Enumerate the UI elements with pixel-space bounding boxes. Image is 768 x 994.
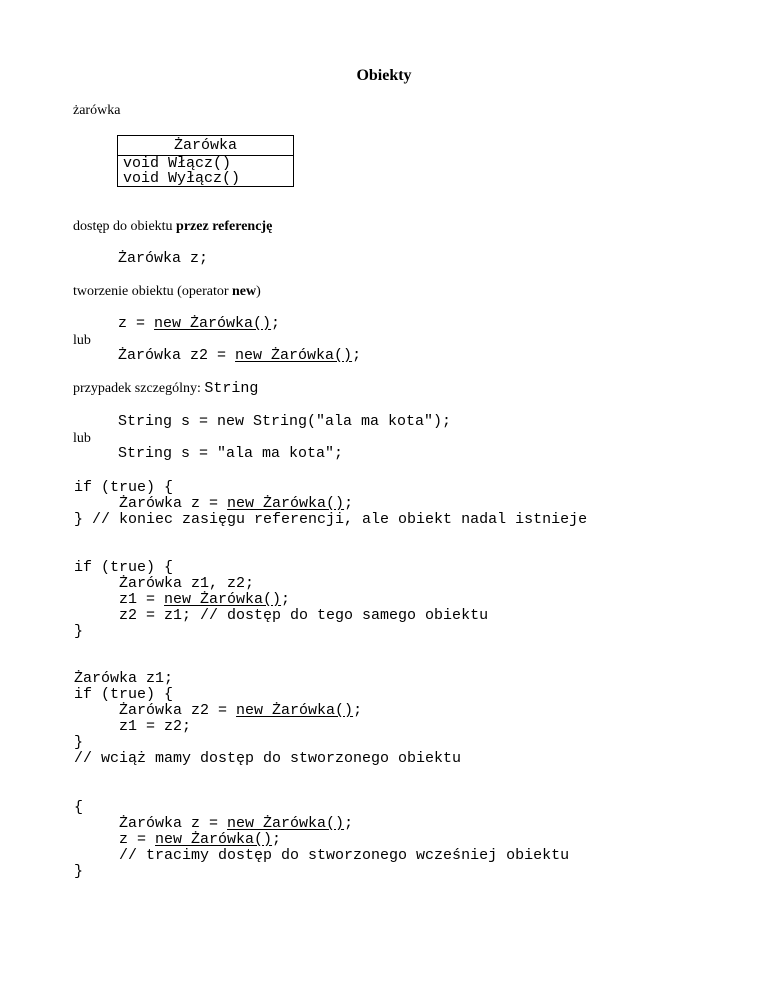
code-text: Żarówka z2 = (118, 347, 236, 364)
code-text: ; (281, 591, 291, 608)
section-string (73, 381, 258, 397)
code-text: Żarówka z = (74, 495, 228, 512)
code-text: ; (272, 831, 282, 848)
code-text: z = (118, 315, 155, 332)
code-text: ; (344, 815, 354, 832)
page-title: Obiekty (356, 67, 412, 84)
code-line: z1 = z2; (74, 718, 192, 735)
code-line: Żarówka z1, z2; (74, 575, 255, 592)
code-line: if (true) { (74, 479, 174, 496)
code-underlined: new Żarówka() (227, 495, 345, 512)
code-creation-1 (118, 316, 280, 332)
intro-text: żarówka (73, 103, 121, 118)
code-block-4 (74, 800, 569, 880)
section-creation-text: tworzenie obiektu (operator (73, 284, 232, 299)
code-text: ; (271, 315, 281, 332)
code-declaration: Żarówka z; (118, 250, 209, 267)
lub-label: lub (73, 333, 91, 348)
code-text: z = (74, 831, 156, 848)
code-block-3 (74, 671, 461, 767)
code-block-2 (74, 560, 488, 640)
code-text: ; (352, 347, 362, 364)
section-reference-bold: przez referencję (176, 219, 273, 234)
code-underlined: new Żarówka() (236, 702, 354, 719)
code-underlined: new Żarówka() (154, 315, 272, 332)
code-string-1: String s = new String("ala ma kota"); (118, 413, 452, 430)
section-string-text: przypadek szczególny: (73, 381, 205, 396)
code-line: // tracimy dostęp do stworzonego wcześniej obiektu (74, 847, 570, 864)
code-line: Żarówka z1; (74, 670, 174, 687)
code-text: ; (344, 495, 354, 512)
code-line: } // koniec zasięgu referencji, ale obiekt nadal istnieje (74, 511, 588, 528)
code-creation-2 (118, 348, 361, 364)
section-creation-end: ) (256, 284, 261, 299)
section-string-mono: String (204, 380, 259, 397)
code-line: z2 = z1; // dostęp do tego samego obiektu (74, 607, 489, 624)
code-line: if (true) { (74, 559, 174, 576)
uml-method: void Wyłącz() (123, 170, 241, 187)
code-string-2: String s = "ala ma kota"; (118, 445, 344, 462)
section-creation-bold: new (232, 284, 257, 299)
code-underlined: new Żarówka() (164, 591, 282, 608)
code-line: } (74, 863, 84, 880)
code-text: Żarówka z2 = (74, 702, 237, 719)
section-reference-text: dostęp do obiektu (73, 219, 177, 234)
uml-class-name: Żarówka (118, 136, 293, 156)
code-text: z1 = (74, 591, 165, 608)
lub-label: lub (73, 431, 91, 446)
code-text: ; (353, 702, 363, 719)
code-line: if (true) { (74, 686, 174, 703)
code-text: Żarówka z = (74, 815, 228, 832)
section-creation (73, 284, 261, 300)
section-reference (73, 219, 272, 235)
code-underlined: new Żarówka() (155, 831, 273, 848)
uml-class-box (117, 135, 294, 187)
code-underlined: new Żarówka() (227, 815, 345, 832)
code-underlined: new Żarówka() (235, 347, 353, 364)
code-line: { (74, 799, 84, 816)
code-line: } (74, 734, 84, 751)
code-block-1 (74, 480, 587, 528)
code-line: // wciąż mamy dostęp do stworzonego obiektu (74, 750, 462, 767)
uml-method: void Włącz() (123, 155, 232, 172)
code-line: } (74, 623, 84, 640)
uml-methods (118, 156, 293, 186)
